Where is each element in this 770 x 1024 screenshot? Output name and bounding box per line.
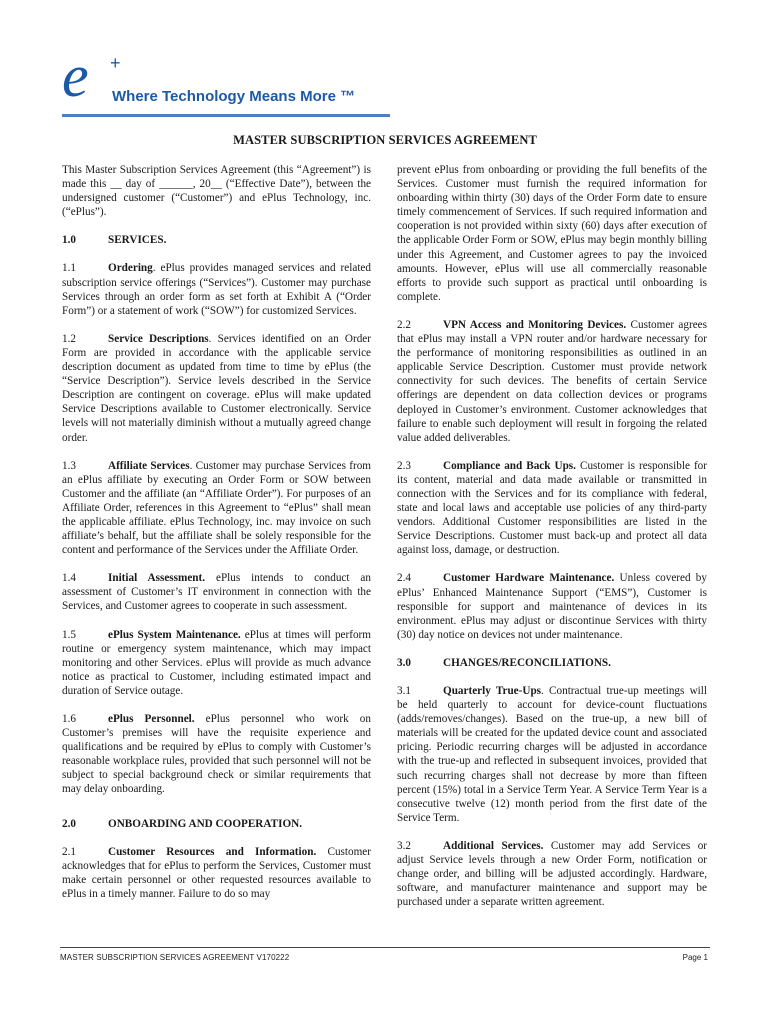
- logo-e-letter: e: [62, 43, 89, 109]
- footer-divider: [60, 947, 710, 948]
- clause-1-5: 1.5 ePlus System Maintenance. ePlus at times will perform routine or emergency system maintenance, which may impact monitoring and other Services. ePlus will provide as much advance notice as practical to Customer, including estimated impact and duration of Service outage.: [62, 628, 371, 697]
- right-column: [397, 163, 707, 923]
- logo-plus-sign: +: [110, 53, 121, 73]
- clause-2-2: 2.2 VPN Access and Monitoring Devices. Customer agrees that ePlus may install a VPN router and/or hardware necessary for the performance of monitoring responsibilities as outlined in an applicable Service Description. Customer must provide network connectivity for such devices. The benefits of certain Service offerings are dependent on data collection devices or programs deployed in Customer’s environment. Customer acknowledges that failure to enable such deployment will result in forgoing the related value added deliverables.: [397, 318, 707, 444]
- footer-document-id: MASTER SUBSCRIPTION SERVICES AGREEMENT V170222: [60, 953, 290, 962]
- left-column: [62, 163, 371, 915]
- clause-2-1-continued: prevent ePlus from onboarding or providing the full benefits of the Services. Customer must furnish the required information for onboarding within thirty (30) days of the Order Form date to ensure timely commencement of Services. If such required information and cooperation is not provided within sixty (60) days after execution of the applicable Order Form or SOW, ePlus may begin monthly billing under this Agreement, and Customer agrees to pay the invoiced amounts. However, ePlus will use all commercially reasonable efforts to provide such support as practical until onboarding is complete.: [397, 164, 707, 303]
- clause-1-2: 1.2 Service Descriptions. Services identified on an Order Form are provided in accordance with the applicable service description document as updated from time to time by ePlus (the “Service Description”). Service levels described in the Service Description are contingent on coverage. ePlus will make updated Service Descriptions available to Customer electronically. Service levels will not materially diminish without a mutually agreed change order.: [62, 332, 371, 444]
- clause-2-1: 2.1 Customer Resources and Information. Customer acknowledges that for ePlus to perform the Services, Customer must make certain personnel or other requested resources available to ePlus in a timely manner. Failure to do so may: [62, 845, 371, 900]
- eplus-logo: [62, 43, 362, 116]
- clause-1-3: 1.3 Affiliate Services. Customer may purchase Services from an ePlus affiliate by executing an Order Form or SOW between Customer and the affiliate (an “Affiliate Order”). For purposes of an Affiliate Order, references in this Agreement to “ePlus” shall mean the applicable affiliate. ePlus Technology, inc. may invoice on such affiliate’s behalf, but the affiliate shall be solely responsible for the content and performance of the Services under the Affiliate Order.: [62, 459, 372, 557]
- document-title: MASTER SUBSCRIPTION SERVICES AGREEMENT: [233, 133, 537, 147]
- clause-1-4: 1.4 Initial Assessment. ePlus intends to conduct an assessment of Customer’s IT environment in connection with the Services, and Customer agrees to cooperate in such assessment.: [62, 572, 371, 613]
- clause-2-3: 2.3 Compliance and Back Ups. Customer is responsible for its content, material and data made available or transmitted in connection with the Services and for its compliance with federal, state and local laws and acceptable use policies of any third-party vendors. Additional Customer responsibilities are listed in the Service Descriptions. Customer must back-up and protect all data against loss, damage, or destruction.: [397, 459, 707, 557]
- clause-2-4: 2.4 Customer Hardware Maintenance. Unless covered by ePlus’ Enhanced Maintenance Support (“EMS”), Customer is responsible for support and maintenance of devices in its environment. ePlus may adjust or discontinue Services with thirty (30) day notice on devices not under maintenance.: [397, 572, 707, 641]
- clause-1-6: 1.6 ePlus Personnel. ePlus personnel who work on Customer’s premises will have the requisite experience and qualifications and be required by ePlus to comply with Customer’s reasonable workplace rules, provided that such personnel will not be subject to special background check or similar requirements that may delay onboarding.: [62, 713, 371, 796]
- logo-tagline: Where Technology Means More ™: [112, 88, 356, 105]
- clause-1-1: 1.1 Ordering. ePlus provides managed services and related subscription service offerings (“Services”). Customer may purchase Services through an order form as set forth at Exhibit A (“Order Form”) or a statement of work (“SOW”) for customized Services.: [62, 262, 371, 317]
- section-3-heading: 3.0 CHANGES/RECONCILIATIONS.: [397, 656, 611, 669]
- clause-3-1: 3.1 Quarterly True-Ups. Contractual true-up meetings will be held quarterly to account for device-count fluctuations (adds/removes/changes). Based on the true-up, a new bill of materials will be created for the updated device count and associated pricing. Periodic recurring charges will be adjusted in accordance with the true-up and reflected in subsequent invoices, provided that such recurring charges shall not decrease by more than fifteen percent (15%) total in a Service Term Year. A Service Term Year is a consecutive twelve (12) month period from the first date of the Service Term.: [397, 685, 707, 824]
- clause-3-2: 3.2 Additional Services. Customer may add Services or adjust Service levels through a new Order Form, notification or change order, and billing will be adjusted accordingly. Hardware, software, and manufacturer maintenance and support may be purchased under a separate written agreement.: [397, 839, 708, 909]
- section-1-heading: 1.0 SERVICES.: [62, 234, 167, 247]
- page-number: Page 1: [682, 953, 708, 962]
- header-divider: [62, 114, 390, 117]
- section-2-heading: 2.0 ONBOARDING AND COOPERATION.: [62, 817, 303, 830]
- intro-paragraph: This Master Subscription Services Agreement (this “Agreement”) is made this __ day of ______, 20__ (“Effective Date”), between the undersigned customer (“Customer”) and ePlus Technology, inc. (“ePlus”).: [62, 164, 371, 219]
